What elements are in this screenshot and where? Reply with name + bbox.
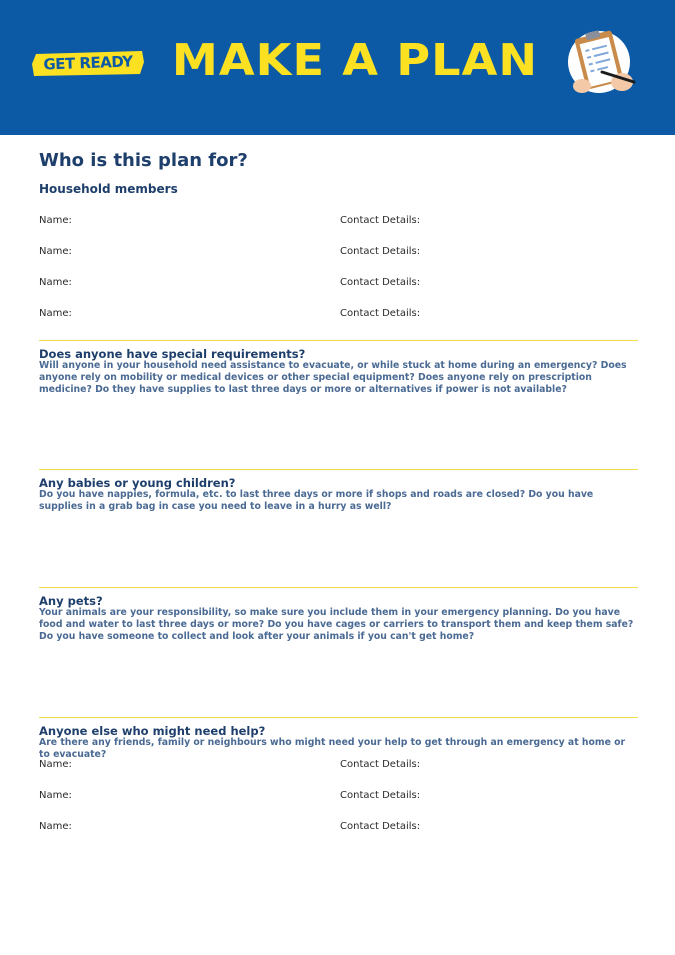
household-member-row bbox=[39, 215, 639, 231]
contact-field-label[interactable]: Contact Details: bbox=[340, 790, 421, 801]
contact-field-label[interactable]: Contact Details: bbox=[340, 759, 421, 770]
helper-contact-row bbox=[39, 821, 639, 837]
household-members-label: Household members bbox=[39, 182, 178, 196]
contact-field-label[interactable]: Contact Details: bbox=[340, 308, 421, 319]
name-field-label[interactable]: Name: bbox=[39, 277, 72, 288]
name-field-label[interactable]: Name: bbox=[39, 215, 72, 226]
name-field-label[interactable]: Name: bbox=[39, 246, 72, 257]
special-requirements-title: Does anyone have special requirements? bbox=[39, 347, 306, 361]
name-field-label[interactable]: Name: bbox=[39, 308, 72, 319]
page-title: MAKE A PLAN bbox=[171, 35, 539, 86]
contact-field-label[interactable]: Contact Details: bbox=[340, 246, 421, 257]
babies-children-title: Any babies or young children? bbox=[39, 476, 236, 490]
logo-text: GET READY bbox=[43, 52, 133, 74]
helper-contact-row bbox=[39, 790, 639, 806]
clipboard-icon bbox=[566, 26, 638, 100]
babies-children-text: Do you have nappies, formula, etc. to last three days or more if shops and roads are closed? Do you have supplies in a grab bag in case you need to leave in a hurry as well? bbox=[39, 489, 594, 512]
anyone-else-text: Are there any friends, family or neighbours who might need your help to get through an emergency at home or to evacuate? bbox=[39, 737, 626, 760]
section-divider bbox=[39, 340, 638, 341]
special-requirements-text: Will anyone in your household need assistance to evacuate, or while stuck at home during an emergency? Does anyone rely on mobility or medical devices or other special equipment? Does anyone rely on prescription medicine? Do they have supplies to last three days or more or alternatives if power is not available? bbox=[39, 360, 627, 395]
pets-text: Your animals are your responsibility, so make sure you include them in your emergency planning. Do you have food and water to last three days or more? Do you have cages or carriers to transport them and keep them safe? Do you have someone to collect and look after your animals if you can't get home? bbox=[39, 607, 634, 642]
anyone-else-title: Anyone else who might need help? bbox=[39, 724, 266, 738]
plan-for-heading: Who is this plan for? bbox=[39, 150, 248, 171]
household-member-row bbox=[39, 246, 639, 262]
contact-field-label[interactable]: Contact Details: bbox=[340, 277, 421, 288]
get-ready-logo bbox=[30, 48, 146, 78]
household-member-row bbox=[39, 308, 639, 324]
section-divider bbox=[39, 469, 638, 470]
name-field-label[interactable]: Name: bbox=[39, 759, 72, 770]
header-banner bbox=[0, 0, 675, 135]
section-divider bbox=[39, 587, 638, 588]
contact-field-label[interactable]: Contact Details: bbox=[340, 821, 421, 832]
name-field-label[interactable]: Name: bbox=[39, 821, 72, 832]
household-member-row bbox=[39, 277, 639, 293]
section-divider bbox=[39, 717, 638, 718]
pets-title: Any pets? bbox=[39, 594, 103, 608]
name-field-label[interactable]: Name: bbox=[39, 790, 72, 801]
contact-field-label[interactable]: Contact Details: bbox=[340, 215, 421, 226]
helper-contact-row bbox=[39, 759, 639, 775]
